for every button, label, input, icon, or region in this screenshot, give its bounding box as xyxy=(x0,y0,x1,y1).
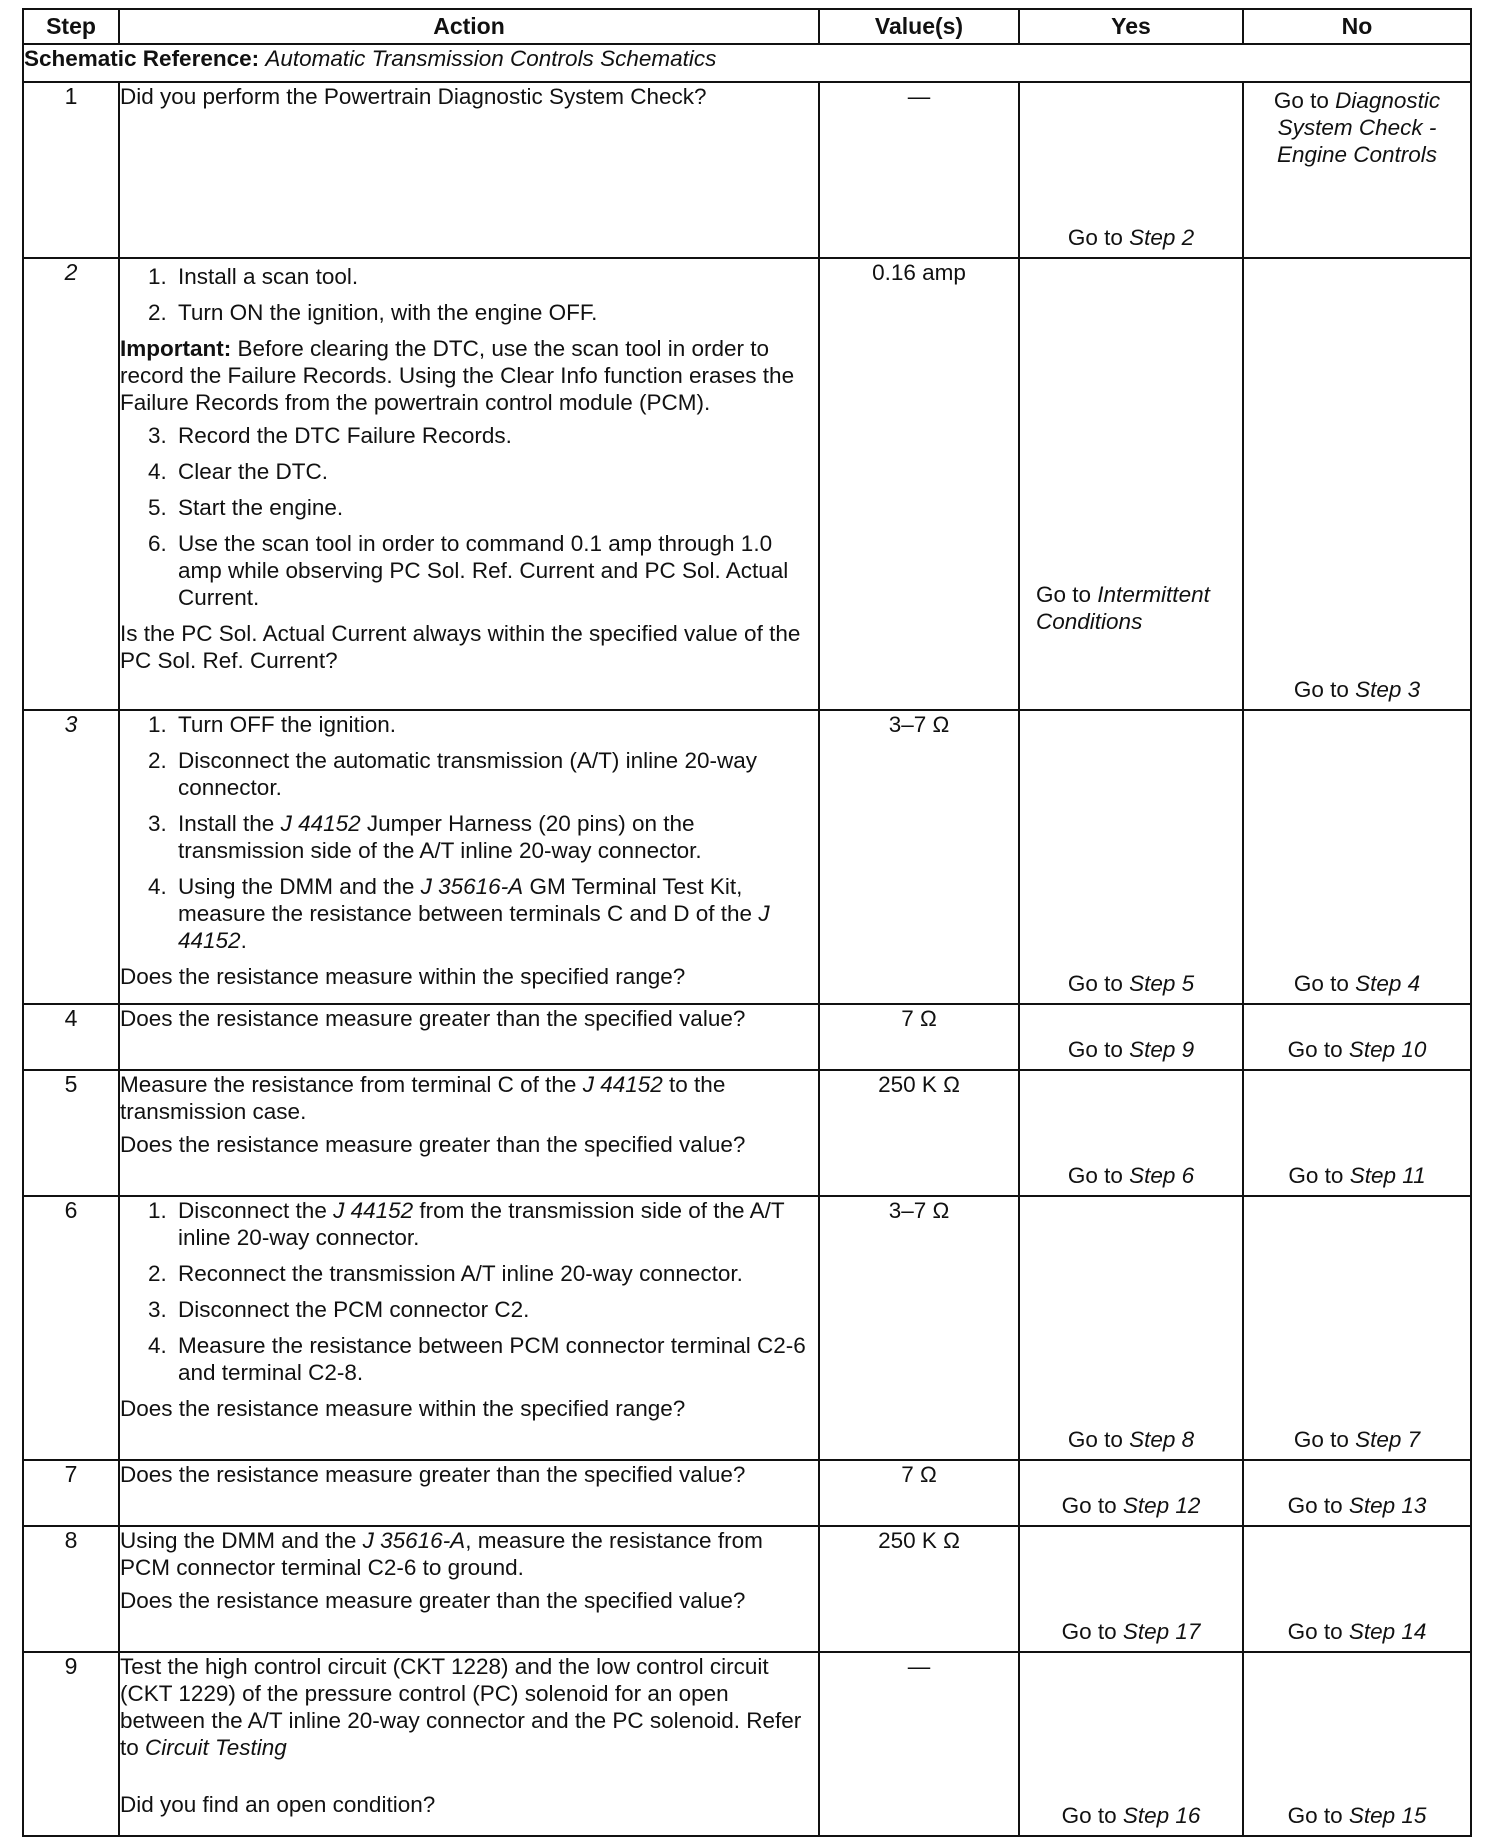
value-cell: 3–7 Ω xyxy=(819,1196,1019,1460)
tool-reference: J 44152 xyxy=(280,811,361,836)
list-item: 2. Turn ON the ignition, with the engine OFF. xyxy=(148,300,598,325)
schematic-link[interactable]: Automatic Transmission Controls Schematics xyxy=(265,46,717,71)
value-cell: 250 K Ω xyxy=(819,1526,1019,1652)
no-cell xyxy=(1243,1652,1471,1836)
list-item: 5. Start the engine. xyxy=(148,495,344,520)
yes-cell xyxy=(1019,1070,1243,1196)
yes-link[interactable]: Step 5 xyxy=(1129,971,1195,996)
header-yes: Yes xyxy=(1019,9,1243,44)
important-note: Important: Before clearing the DTC, use the scan tool in order to record the Failure Records. Using the Clear Info function erases the Failure Records from the powertrain control module (PCM). xyxy=(120,336,795,415)
go-to-label: Go to xyxy=(1287,1493,1349,1518)
no-cell xyxy=(1243,1004,1471,1070)
step-number: 1 xyxy=(23,82,119,258)
no-link[interactable]: Step 11 xyxy=(1349,1163,1426,1188)
go-to-label: Go to xyxy=(1067,1427,1130,1452)
value-cell: 7 Ω xyxy=(819,1004,1019,1070)
yes-cell xyxy=(1019,1526,1243,1652)
step-number: 6 xyxy=(23,1196,119,1460)
no-cell xyxy=(1243,1196,1471,1460)
go-to-label: Go to xyxy=(1067,1037,1130,1062)
no-link[interactable]: Step 13 xyxy=(1348,1493,1427,1518)
question-text: Does the resistance measure greater than the specified value? xyxy=(120,1588,746,1613)
no-link[interactable]: Step 10 xyxy=(1348,1037,1427,1062)
action-cell xyxy=(119,82,819,258)
no-cell xyxy=(1243,82,1471,258)
go-to-label: Go to xyxy=(1061,1803,1123,1828)
list-item: 3. Install the J 44152 Jumper Harness (20 pins) on the transmission side of the A/T inline 20-way connector. xyxy=(148,811,702,863)
value-cell: — xyxy=(819,82,1019,258)
yes-link[interactable]: Step 17 xyxy=(1122,1619,1201,1644)
go-to-label: Go to xyxy=(1036,582,1098,607)
list-item: 2. Disconnect the automatic transmission (A/T) inline 20-way connector. xyxy=(148,748,757,800)
action-cell xyxy=(119,258,819,710)
list-item: 2. Reconnect the transmission A/T inline 20-way connector. xyxy=(148,1261,743,1286)
no-cell xyxy=(1243,258,1471,710)
yes-link[interactable]: Step 9 xyxy=(1129,1037,1195,1062)
schematic-reference xyxy=(23,44,1471,82)
header-action: Action xyxy=(119,9,819,44)
list-item: 3. Disconnect the PCM connector C2. xyxy=(148,1297,530,1322)
header-values: Value(s) xyxy=(819,9,1019,44)
yes-link[interactable]: Step 8 xyxy=(1129,1427,1195,1452)
step-number: 2 xyxy=(23,258,119,710)
action-cell xyxy=(119,1196,819,1460)
value-cell: 250 K Ω xyxy=(819,1070,1019,1196)
table-row xyxy=(23,1460,1471,1526)
action-cell xyxy=(119,1652,819,1836)
question-text: Is the PC Sol. Actual Current always within the specified value of the PC Sol. Ref. Current? xyxy=(120,621,801,673)
schematic-label: Schematic Reference: xyxy=(24,46,260,71)
step-number: 4 xyxy=(23,1004,119,1070)
yes-link[interactable]: Intermittent Conditions xyxy=(1036,582,1210,634)
no-link[interactable]: Step 7 xyxy=(1355,1427,1421,1452)
step-number: 8 xyxy=(23,1526,119,1652)
yes-link[interactable]: Step 6 xyxy=(1129,1163,1195,1188)
no-cell xyxy=(1243,710,1471,1004)
table-row xyxy=(23,1196,1471,1460)
value-cell: 7 Ω xyxy=(819,1460,1019,1526)
go-to-label: Go to xyxy=(1061,1493,1123,1518)
question-text: Did you find an open condition? xyxy=(120,1792,436,1817)
list-item: 1. Disconnect the J 44152 from the transmission side of the A/T inline 20-way connector. xyxy=(148,1198,785,1250)
table-row xyxy=(23,82,1471,258)
question-text: Did you perform the Powertrain Diagnostic System Check? xyxy=(120,84,707,109)
list-item: 4. Clear the DTC. xyxy=(148,459,329,484)
yes-link[interactable]: Step 2 xyxy=(1129,225,1195,250)
step-number: 3 xyxy=(23,710,119,1004)
go-to-label: Go to xyxy=(1061,1619,1123,1644)
tool-reference: J 44152 xyxy=(178,901,770,953)
go-to-label: Go to xyxy=(1273,88,1336,113)
go-to-label: Go to xyxy=(1067,971,1130,996)
go-to-label: Go to xyxy=(1288,1163,1350,1188)
go-to-label: Go to xyxy=(1287,1619,1349,1644)
schematic-row xyxy=(23,44,1471,82)
action-cell xyxy=(119,1004,819,1070)
yes-cell xyxy=(1019,1196,1243,1460)
yes-cell xyxy=(1019,710,1243,1004)
table-row xyxy=(23,1070,1471,1196)
yes-cell xyxy=(1019,82,1243,258)
value-cell: — xyxy=(819,1652,1019,1836)
action-cell xyxy=(119,710,819,1004)
go-to-label: Go to xyxy=(1293,971,1356,996)
go-to-label: Go to xyxy=(1067,225,1130,250)
yes-link[interactable]: Step 16 xyxy=(1122,1803,1201,1828)
no-link[interactable]: Step 3 xyxy=(1355,677,1421,702)
circuit-testing-link[interactable]: Circuit Testing xyxy=(145,1735,287,1760)
list-item: 1. Turn OFF the ignition. xyxy=(148,712,397,737)
table-row xyxy=(23,258,1471,710)
list-item: 6. Use the scan tool in order to command 0.1 amp through 1.0 amp while observing PC Sol. Ref. Current and PC Sol. Actual Current. xyxy=(148,531,789,610)
tool-reference: J 35616-A xyxy=(362,1528,466,1553)
list-item: 1. Install a scan tool. xyxy=(148,264,359,289)
diagnostic-table xyxy=(22,8,1472,1837)
table-row xyxy=(23,710,1471,1004)
no-cell xyxy=(1243,1460,1471,1526)
action-cell xyxy=(119,1526,819,1652)
question-text: Does the resistance measure greater than the specified value? xyxy=(120,1132,746,1157)
no-link[interactable]: Step 4 xyxy=(1355,971,1421,996)
go-to-label: Go to xyxy=(1293,1427,1356,1452)
action-text: Test the high control circuit (CKT 1228) and the low control circuit (CKT 1229) of the pressure control (PC) solenoid for an open between the A/T inline 20-way connector and the PC solenoid. Refer to Circuit Testing xyxy=(120,1654,802,1760)
yes-cell xyxy=(1019,1652,1243,1836)
question-text: Does the resistance measure greater than the specified value? xyxy=(120,1006,746,1031)
no-cell xyxy=(1243,1526,1471,1652)
list-item: 4. Using the DMM and the J 35616-A GM Terminal Test Kit, measure the resistance between terminals C and D of the J 44152. xyxy=(148,874,770,953)
no-link[interactable]: Step 14 xyxy=(1348,1619,1427,1644)
step-number: 7 xyxy=(23,1460,119,1526)
header-step: Step xyxy=(23,9,119,44)
table-row xyxy=(23,1652,1471,1836)
value-cell: 3–7 Ω xyxy=(819,710,1019,1004)
yes-cell xyxy=(1019,258,1243,710)
question-text: Does the resistance measure greater than the specified value? xyxy=(120,1462,746,1487)
no-link[interactable]: Diagnostic System Check - Engine Controls xyxy=(1276,88,1441,167)
go-to-label: Go to xyxy=(1067,1163,1130,1188)
tool-reference: J 44152 xyxy=(333,1198,414,1223)
no-cell xyxy=(1243,1070,1471,1196)
action-cell xyxy=(119,1460,819,1526)
table-row xyxy=(23,1004,1471,1070)
list-item: 3. Record the DTC Failure Records. xyxy=(148,423,512,448)
list-item: 4. Measure the resistance between PCM connector terminal C2-6 and terminal C2-8. xyxy=(148,1333,806,1385)
action-text: Using the DMM and the J 35616-A, measure the resistance from PCM connector terminal C2-6 to ground. xyxy=(120,1528,763,1580)
action-text: Measure the resistance from terminal C of the J 44152 to the transmission case. xyxy=(120,1072,726,1124)
tool-reference: J 44152 xyxy=(582,1072,663,1097)
question-text: Does the resistance measure within the specified range? xyxy=(120,964,686,989)
question-text: Does the resistance measure within the specified range? xyxy=(120,1396,686,1421)
step-number: 5 xyxy=(23,1070,119,1196)
value-cell: 0.16 amp xyxy=(819,258,1019,710)
header-row xyxy=(23,9,1471,44)
header-no: No xyxy=(1243,9,1471,44)
go-to-label: Go to xyxy=(1293,677,1356,702)
go-to-label: Go to xyxy=(1287,1803,1349,1828)
tool-reference: J 35616-A xyxy=(420,874,524,899)
yes-cell xyxy=(1019,1004,1243,1070)
yes-cell xyxy=(1019,1460,1243,1526)
go-to-label: Go to xyxy=(1287,1037,1349,1062)
action-cell xyxy=(119,1070,819,1196)
no-link[interactable]: Step 15 xyxy=(1348,1803,1427,1828)
yes-link[interactable]: Step 12 xyxy=(1122,1493,1201,1518)
table-row xyxy=(23,1526,1471,1652)
step-number: 9 xyxy=(23,1652,119,1836)
